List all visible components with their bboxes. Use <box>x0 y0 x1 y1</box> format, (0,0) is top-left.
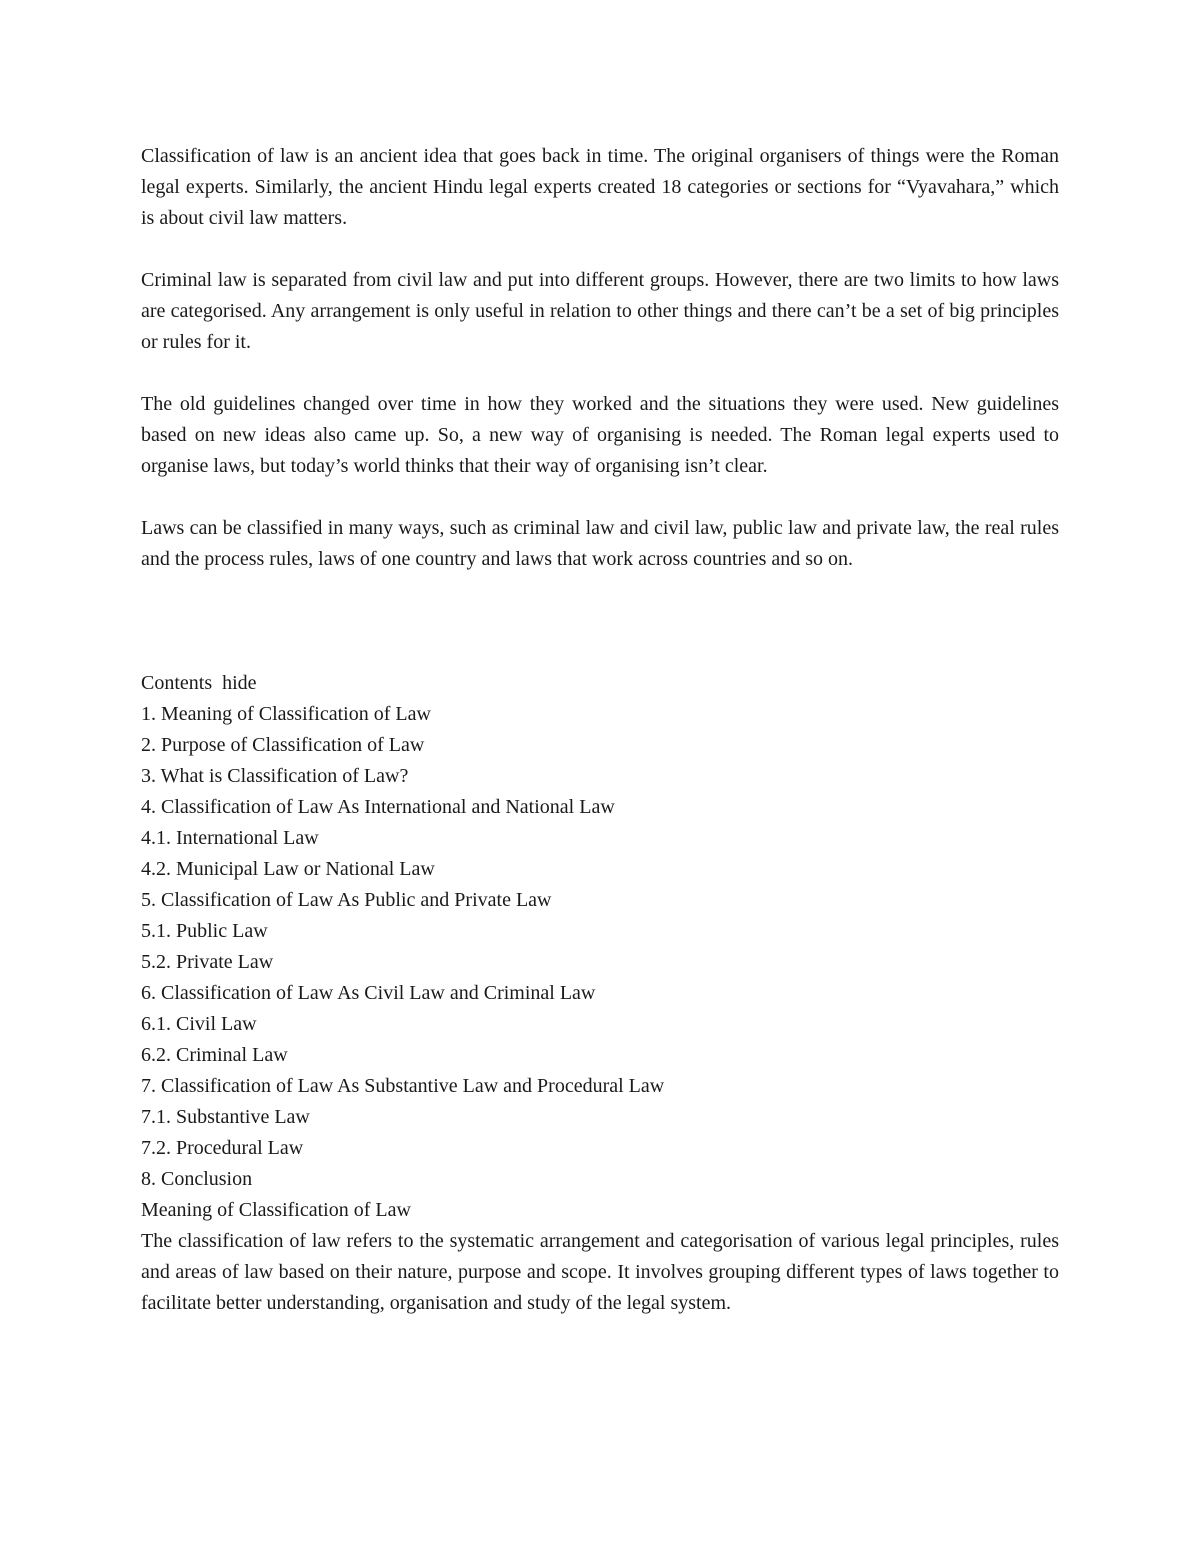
toc-item: 5.2. Private Law <box>141 951 274 973</box>
intro-paragraph-1: Classification of law is an ancient idea that goes back in time. The original organisers of things were the Roman legal experts. Similarly, the ancient Hindu legal experts created 18 categories or sections for “Vyavahara,” which is about civil law matters. <box>141 145 1059 229</box>
toc-item: 2. Purpose of Classification of Law <box>141 734 425 756</box>
toc-item: 7. Classification of Law As Substantive Law and Procedural Law <box>141 1075 665 1097</box>
section-heading: Meaning of Classification of Law <box>141 1199 411 1221</box>
intro-paragraph-4: Laws can be classified in many ways, such as criminal law and civil law, public law and private law, the real rules and the process rules, laws of one country and laws that work across countries and so on. <box>141 517 1059 570</box>
toc-item: 5. Classification of Law As Public and Private Law <box>141 889 552 911</box>
blank-space <box>141 606 1059 668</box>
intro-paragraph-3: The old guidelines changed over time in how they worked and the situations they were used. New guidelines based on new ideas also came up. So, a new way of organising is needed. The Roman legal experts used to organise laws, but today’s world thinks that their way of organising isn’t clear. <box>141 393 1059 477</box>
toc-item: 7.1. Substantive Law <box>141 1106 310 1128</box>
toc-item: 4.2. Municipal Law or National Law <box>141 858 435 880</box>
toc-item: 8. Conclusion <box>141 1168 253 1190</box>
toc-item: 4.1. International Law <box>141 827 319 849</box>
table-of-contents <box>141 699 1059 1195</box>
toc-item: 3. What is Classification of Law? <box>141 765 409 787</box>
toc-item: 5.1. Public Law <box>141 920 268 942</box>
intro-paragraph-2: Criminal law is separated from civil law and put into different groups. However, there are two limits to how laws are categorised. Any arrangement is only useful in relation to other things and there can’t be a set of big principles or rules for it. <box>141 269 1059 353</box>
document-body <box>141 141 1059 1319</box>
section-paragraph: The classification of law refers to the systematic arrangement and categorisation of various legal principles, rules and areas of law based on their nature, purpose and scope. It involves grouping different types of laws together to facilitate better understanding, organisation and study of the legal system. <box>141 1230 1059 1314</box>
contents-heading: Contents hide <box>141 672 257 694</box>
toc-item: 4. Classification of Law As International and National Law <box>141 796 615 818</box>
toc-item: 6. Classification of Law As Civil Law and Criminal Law <box>141 982 596 1004</box>
toc-item: 7.2. Procedural Law <box>141 1137 304 1159</box>
toc-item: 6.1. Civil Law <box>141 1013 257 1035</box>
toc-item: 6.2. Criminal Law <box>141 1044 288 1066</box>
toc-item: 1. Meaning of Classification of Law <box>141 703 431 725</box>
